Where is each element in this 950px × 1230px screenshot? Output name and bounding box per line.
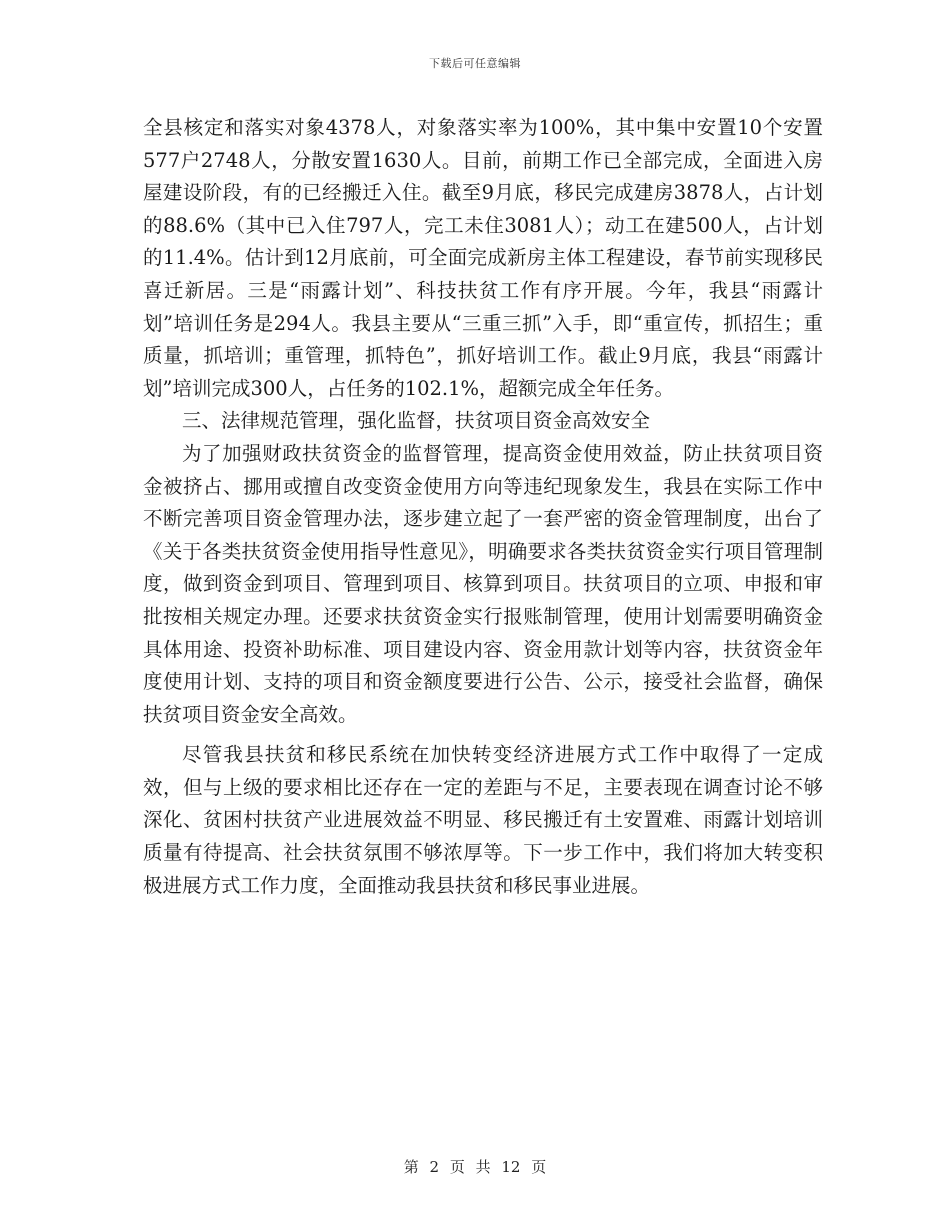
section-heading: 三、法律规范管理，强化监督，扶贫项目资金高效安全 [182, 409, 651, 433]
body-paragraph-2: 为了加强财政扶贫资金的监督管理，提高资金使用效益，防止扶贫项目资金被挤占、挪用或擅自改变资金使用方向等违纪现象发生，我县在实际工作中不断完善项目资金管理办法，逐步建立起了一套严密的资金管理制度，出台了《关于各类扶贫资金使用指导性意见》，明确要求各类扶贫资金实行项目管理制度，做到资金到项目、管理到项目、核算到项目。扶贫项目的立项、申报和审批按相关规定办理。还要求扶贫资金实行报账制管理，使用计划需要明确资金具体用途、投资补助标准、项目建设内容、资金用款计划等内容，扶贫资金年度使用计划、支持的项目和资金额度要进行公告、公示，接受社会监督，确保扶贫项目资金安全高效。 [143, 441, 823, 726]
document-body [143, 112, 823, 902]
body-paragraph-1: 全县核定和落实对象4378人，对象落实率为100%，其中集中安置10个安置577户2748人，分散安置1630人。目前，前期工作已全部完成，全面进入房屋建设阶段，有的已经搬迁入住。截至9月底，移民完成建房3878人，占计划的88.6%（其中已入住797人，完工未住3081人）；动工在建500人，占计划的11.4%。估计到12月底前，可全面完成新房主体工程建设，春节前实现移民喜迁新居。三是“雨露计划”、科技扶贫工作有序开展。今年，我县“雨露计划”培训任务是294人。我县主要从“三重三抓”入手，即“重宣传，抓招生；重质量，抓培训；重管理，抓特色”，抓好培训工作。截止9月底，我县“雨露计划”培训完成300人，占任务的102.1%，超额完成全年任务。 [143, 116, 823, 400]
page-number-footer: 第 2 页 共 12 页 [403, 1158, 547, 1176]
body-paragraph-3: 尽管我县扶贫和移民系统在加快转变经济进展方式工作中取得了一定成效，但与上级的要求相比还存在一定的差距与不足，主要表现在调查讨论不够深化、贫困村扶贫产业进展效益不明显、移民搬迁有土安置难、雨露计划培训质量有待提高、社会扶贫氛围不够浓厚等。下一步工作中，我们将加大转变积极进展方式工作力度，全面推动我县扶贫和移民事业进展。 [143, 743, 823, 897]
page-header-note: 下载后可任意编辑 [429, 57, 521, 70]
